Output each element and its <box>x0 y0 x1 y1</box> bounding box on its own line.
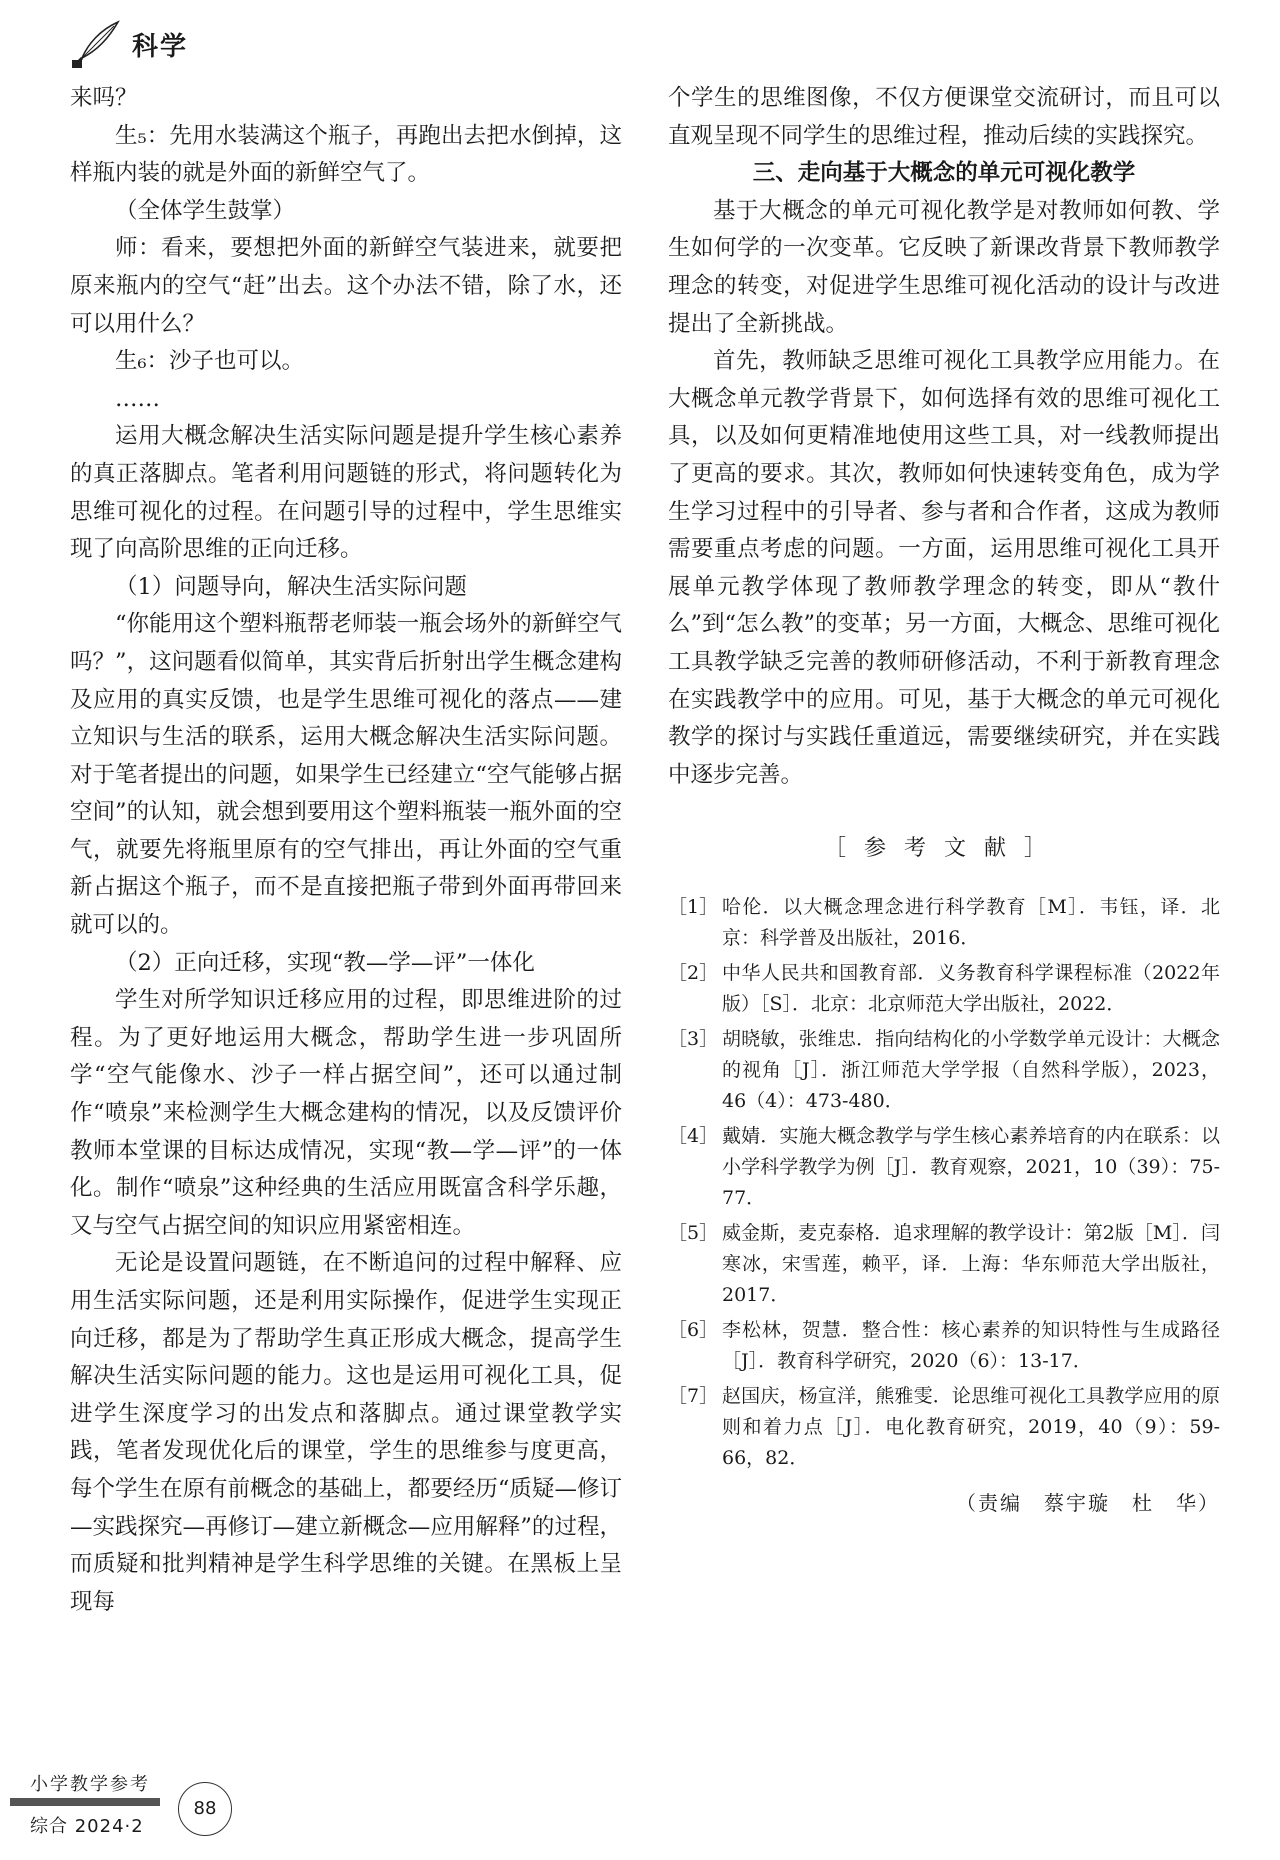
paragraph: 生₅：先用水装满这个瓶子，再跑出去把水倒掉，这样瓶内装的就是外面的新鲜空气了。 <box>70 122 622 187</box>
feather-quill-icon <box>70 18 122 70</box>
section-title: 三、走向基于大概念的单元可视化教学 <box>752 160 1136 187</box>
paragraph: 来吗？ <box>70 85 138 111</box>
reference-number: ［6］ <box>668 1319 719 1342</box>
paragraph: 师：看来，要想把外面的新鲜空气装进来，就要把原来瓶内的空气“赶”出去。这个办法不错，除了水，还可以用什么？ <box>70 235 622 337</box>
reference-text: 威金斯，麦克泰格．追求理解的教学设计：第2版［M］．闫寒冰，宋雪莲，赖平，译．上海：华东师范大学出版社，2017． <box>722 1222 1220 1307</box>
reference-text: 中华人民共和国教育部．义务教育科学课程标准（2022年版）［S］．北京：北京师范大学出版社，2022． <box>722 962 1220 1016</box>
reference-number: ［5］ <box>668 1222 719 1245</box>
right-column <box>668 80 1220 1518</box>
reference-item <box>668 892 1220 954</box>
reference-text: 李松林，贺慧．整合性：核心素养的知识特性与生成路径［J］．教育科学研究，2020（6）：13-17． <box>722 1319 1220 1373</box>
subheading: （2）正向迁移，实现“教—学—评”一体化 <box>115 949 535 976</box>
paragraph: 基于大概念的单元可视化教学是对教师如何教、学生如何学的一次变革。它反映了新课改背景下教师教学理念的转变，对促进学生思维可视化活动的设计与改进提出了全新挑战。 <box>668 197 1220 337</box>
section-name: 科学 <box>132 32 189 62</box>
reference-item <box>668 958 1220 1020</box>
reference-number: ［1］ <box>668 896 719 919</box>
references-title: ［参考文献］ <box>823 836 1064 862</box>
paragraph: 学生对所学知识迁移应用的过程，即思维进阶的过程。为了更好地运用大概念，帮助学生进一步巩固所学“空气能像水、沙子一样占据空间”，还可以通过制作“喷泉”来检测学生大概念建构的情况，以及反馈评价教师本堂课的目标达成情况，实现“教—学—评”的一体化。制作“喷泉”这种经典的生活应用既富含科学乐趣，又与空气占据空间的知识应用紧密相连。 <box>70 987 622 1239</box>
subheading: （1）问题导向，解决生活实际问题 <box>115 573 467 600</box>
reference-number: ［2］ <box>668 962 719 985</box>
paragraph: 生₆：沙子也可以。 <box>115 348 305 375</box>
paragraph: （全体学生鼓掌） <box>115 197 296 224</box>
paragraph: …… <box>115 385 160 412</box>
editor-credit: （责编 蔡宇璇 杜 华） <box>956 1491 1220 1516</box>
reference-item <box>668 1315 1220 1377</box>
reference-text: 赵国庆，杨宣洋，熊雅雯．论思维可视化工具教学应用的原则和着力点［J］．电化教育研究，2019，40（9）：59-66，82． <box>722 1385 1220 1470</box>
reference-item <box>668 1024 1220 1117</box>
reference-number: ［3］ <box>668 1028 719 1051</box>
left-column <box>70 80 622 1621</box>
paragraph: 无论是设置问题链，在不断追问的过程中解释、应用生活实际问题，还是利用实际操作，促进学生实现正向迁移，都是为了帮助学生真正形成大概念，提高学生解决生活实际问题的能力。这也是运用可视化工具，促进学生深度学习的出发点和落脚点。通过课堂教学实践，笔者发现优化后的课堂，学生的思维参与度更高，每个学生在原有前概念的基础上，都要经历“质疑—修订—实践探究—再修订—建立新概念—应用解释”的过程，而质疑和批判精神是学生科学思维的关键。在黑板上呈现每 <box>70 1250 622 1615</box>
reference-text: 哈伦．以大概念理念进行科学教育［M］．韦钰，译．北京：科学普及出版社，2016． <box>722 896 1220 950</box>
paragraph: 首先，教师缺乏思维可视化工具教学应用能力。在大概念单元教学背景下，如何选择有效的思维可视化工具，以及如何更精准地使用这些工具，对一线教师提出了更高的要求。其次，教师如何快速转变角色，成为学生学习过程中的引导者、参与者和合作者，这成为教师需要重点考虑的问题。一方面，运用思维可视化工具开展单元教学体现了教师教学理念的转变，即从“教什么”到“怎么教”的变革；另一方面，大概念、思维可视化工具教学缺乏完善的教师研修活动，不利于新教育理念在实践教学中的应用。可见，基于大概念的单元可视化教学的探讨与实践任重道远，需要继续研究，并在实践中逐步完善。 <box>668 348 1221 788</box>
page-footer <box>10 1770 250 1840</box>
paragraph: 运用大概念解决生活实际问题是提升学生核心素养的真正落脚点。笔者利用问题链的形式，将问题转化为思维可视化的过程。在问题引导的过程中，学生思维实现了向高阶思维的正向迁移。 <box>70 423 622 563</box>
references-list <box>668 892 1220 1474</box>
reference-text: 胡晓敏，张维忠．指向结构化的小学数学单元设计：大概念的视角［J］．浙江师范大学学报（自然科学版），2023，46（4）：473-480． <box>722 1028 1220 1113</box>
reference-number: ［4］ <box>668 1125 719 1148</box>
reference-item <box>668 1218 1220 1311</box>
paragraph: “你能用这个塑料瓶帮老师装一瓶会场外的新鲜空气吗？”，这问题看似简单，其实背后折射出学生概念建构及应用的真实反馈，也是学生思维可视化的落点——建立知识与生活的联系，运用大概念解决生活实际问题。对于笔者提出的问题，如果学生已经建立“空气能够占据空间”的认知，就会想到要用这个塑料瓶装一瓶外面的空气，就要先将瓶里原有的空气排出，再让外面的空气重新占据这个瓶子，而不是直接把瓶子带到外面再带回来就可以的。 <box>70 611 622 939</box>
reference-text: 戴婧．实施大概念教学与学生核心素养培育的内在联系：以小学科学教学为例［J］．教育观察，2021，10（39）：75-77． <box>722 1125 1220 1210</box>
paragraph: 个学生的思维图像，不仅方便课堂交流研讨，而且可以直观呈现不同学生的思维过程，推动后续的实践探究。 <box>668 85 1220 149</box>
reference-item <box>668 1381 1220 1474</box>
page-number: 88 <box>178 1782 232 1836</box>
journal-name: 小学教学参考 <box>30 1774 150 1795</box>
reference-item <box>668 1121 1220 1214</box>
page-header <box>70 18 370 74</box>
issue-label: 综合 2024·2 <box>30 1816 144 1837</box>
reference-number: ［7］ <box>668 1385 719 1408</box>
footer-bar <box>10 1798 160 1806</box>
